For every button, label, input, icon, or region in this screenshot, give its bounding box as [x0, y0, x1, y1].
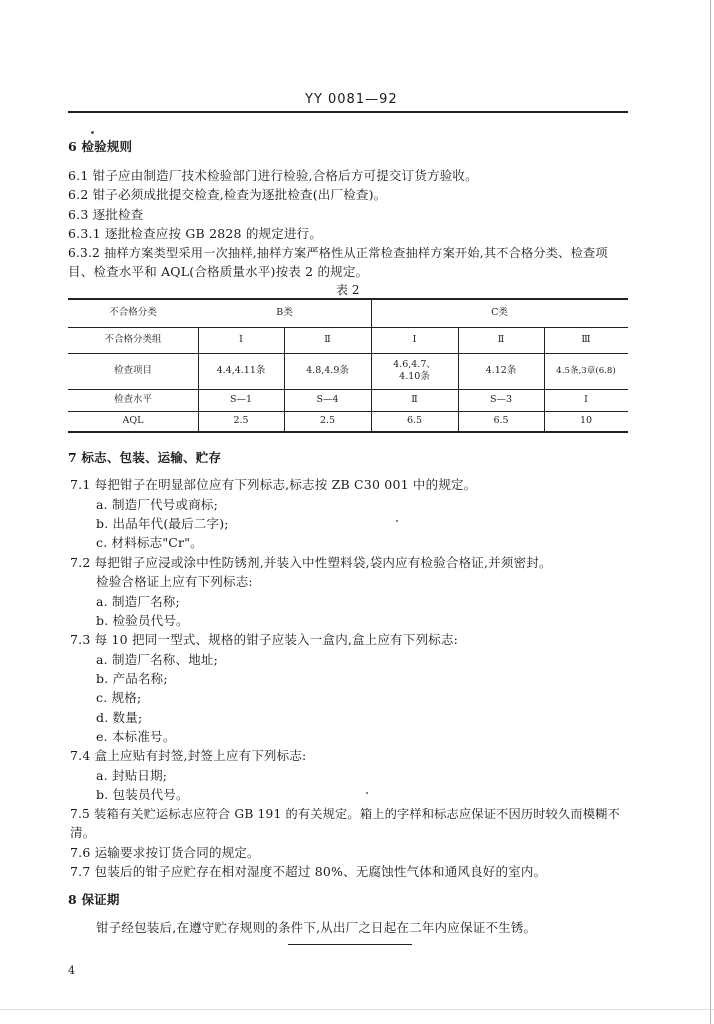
scan-fold	[0, 1009, 714, 1010]
clause-7-1: 7.1 每把钳子在明显部位应有下列标志,标志按 ZB C30 001 中的规定。	[70, 477, 477, 492]
section-7-title: 7 标志、包装、运输、贮存	[68, 450, 222, 465]
table-cell: Ⅲ	[581, 334, 591, 345]
section-8-title: 8 保证期	[68, 892, 120, 907]
end-rule	[288, 944, 412, 945]
table-cell: S—4	[316, 394, 339, 405]
clause-7-2: 7.2 每把钳子应浸或涂中性防锈剂,并装入中性塑料袋,袋内应有检验合格证,并须密封。	[70, 555, 552, 570]
clause-7-2-sub: 检验合格证上应有下列标志:	[96, 574, 253, 589]
list-item: a. 制造厂代号或商标;	[96, 497, 219, 512]
clause-6-3: 6.3 逐批检查	[68, 207, 144, 222]
inspection-table	[68, 298, 628, 432]
table-cell: 4.6,4.7、 4.10条	[393, 359, 436, 382]
table-cell: Ⅱ	[497, 334, 505, 345]
row-header-items: 检查项目	[113, 365, 152, 376]
table-cell: 4.12条	[485, 365, 517, 376]
table-cell: I	[412, 334, 417, 345]
row-header-class: 不合格分类	[109, 306, 157, 318]
clause-7-5-line1: 7.5 装箱有关贮运标志应符合 GB 191 的有关规定。箱上的字样和标志应保证不因历时较久而模糊不	[70, 807, 620, 821]
table-cell: 6.5	[493, 415, 509, 426]
list-item: a. 封贴日期;	[96, 768, 168, 783]
scan-speck	[366, 792, 368, 794]
table-cell: S—1	[229, 394, 253, 405]
table-cell: Ⅱ	[324, 334, 331, 345]
table-cell: I	[239, 334, 243, 345]
section-6-title: 6 检验规则	[68, 139, 133, 154]
table-caption: 表 2	[336, 283, 360, 297]
list-item: a. 制造厂名称;	[96, 594, 180, 609]
table-cell: 4.4,4.11条	[216, 365, 266, 376]
standard-number: YY 0081—92	[305, 92, 398, 107]
table-cell: I	[584, 394, 588, 405]
row-header-level: 检查水平	[113, 394, 152, 405]
table-cell: 2.5	[233, 415, 249, 426]
clause-8-text: 钳子经包装后,在遵守贮存规则的条件下,从出厂之日起在二年内应保证不生锈。	[96, 920, 537, 935]
row-header-aql: AQL	[122, 415, 144, 426]
table-cell: 2.5	[319, 415, 336, 426]
list-item: b. 包装员代号。	[96, 787, 189, 802]
clause-6-3-2-line1: 6.3.2 抽样方案类型采用一次抽样,抽样方案严格性从正常检查抽样方案开始,其不合格分类、检查项	[68, 246, 608, 260]
table-cell: 10	[579, 415, 593, 426]
row-header-group: 不合格分类组	[104, 334, 162, 345]
list-item: d. 数量;	[96, 710, 143, 725]
class-c-header: C类	[491, 306, 508, 318]
scan-speck	[91, 131, 94, 134]
clause-6-2: 6.2 钳子必须成批提交检查,检查为逐批检查(出厂检查)。	[68, 187, 387, 202]
clause-6-1: 6.1 钳子应由制造厂技术检验部门进行检验,合格后方可提交订货方验收。	[68, 168, 478, 183]
class-b-header: B类	[276, 306, 293, 318]
clause-7-7: 7.7 包装后的钳子应贮存在相对湿度不超过 80%、无腐蚀性气体和通风良好的室内。	[70, 864, 547, 879]
header-rule	[68, 111, 628, 113]
table-cell: 4.5条,3章(6.8)	[556, 366, 616, 376]
list-item: b. 产品名称;	[96, 671, 168, 686]
table-cell: Ⅱ	[411, 394, 418, 405]
clause-7-4: 7.4 盒上应贴有封签,封签上应有下列标志:	[70, 748, 307, 763]
scan-speck	[396, 520, 398, 522]
list-item: e. 本标准号。	[96, 729, 176, 744]
clause-6-3-2-line2: 目、检查水平和 AQL(合格质量水平)按表 2 的规定。	[68, 264, 369, 279]
list-item: a. 制造厂名称、地址;	[96, 652, 219, 667]
scan-edge	[710, 0, 711, 1024]
list-item: c. 材料标志"Cr"。	[96, 535, 203, 550]
table-cell: S—3	[489, 394, 513, 405]
list-item: b. 检验员代号。	[96, 613, 189, 628]
clause-7-6: 7.6 运输要求按订货合同的规定。	[70, 845, 260, 860]
clause-7-3: 7.3 每 10 把同一型式、规格的钳子应装入一盒内,盒上应有下列标志:	[70, 632, 459, 647]
clause-7-5-line2: 清。	[70, 825, 96, 840]
table-cell: 6.5	[406, 415, 423, 426]
list-item: b. 出品年代(最后二字);	[96, 516, 229, 531]
list-item: c. 规格;	[96, 690, 142, 705]
clause-6-3-1: 6.3.1 逐批检查应按 GB 2828 的规定进行。	[68, 226, 323, 241]
table-cell: 4.8,4.9条	[306, 365, 349, 376]
page-number: 4	[68, 964, 75, 977]
